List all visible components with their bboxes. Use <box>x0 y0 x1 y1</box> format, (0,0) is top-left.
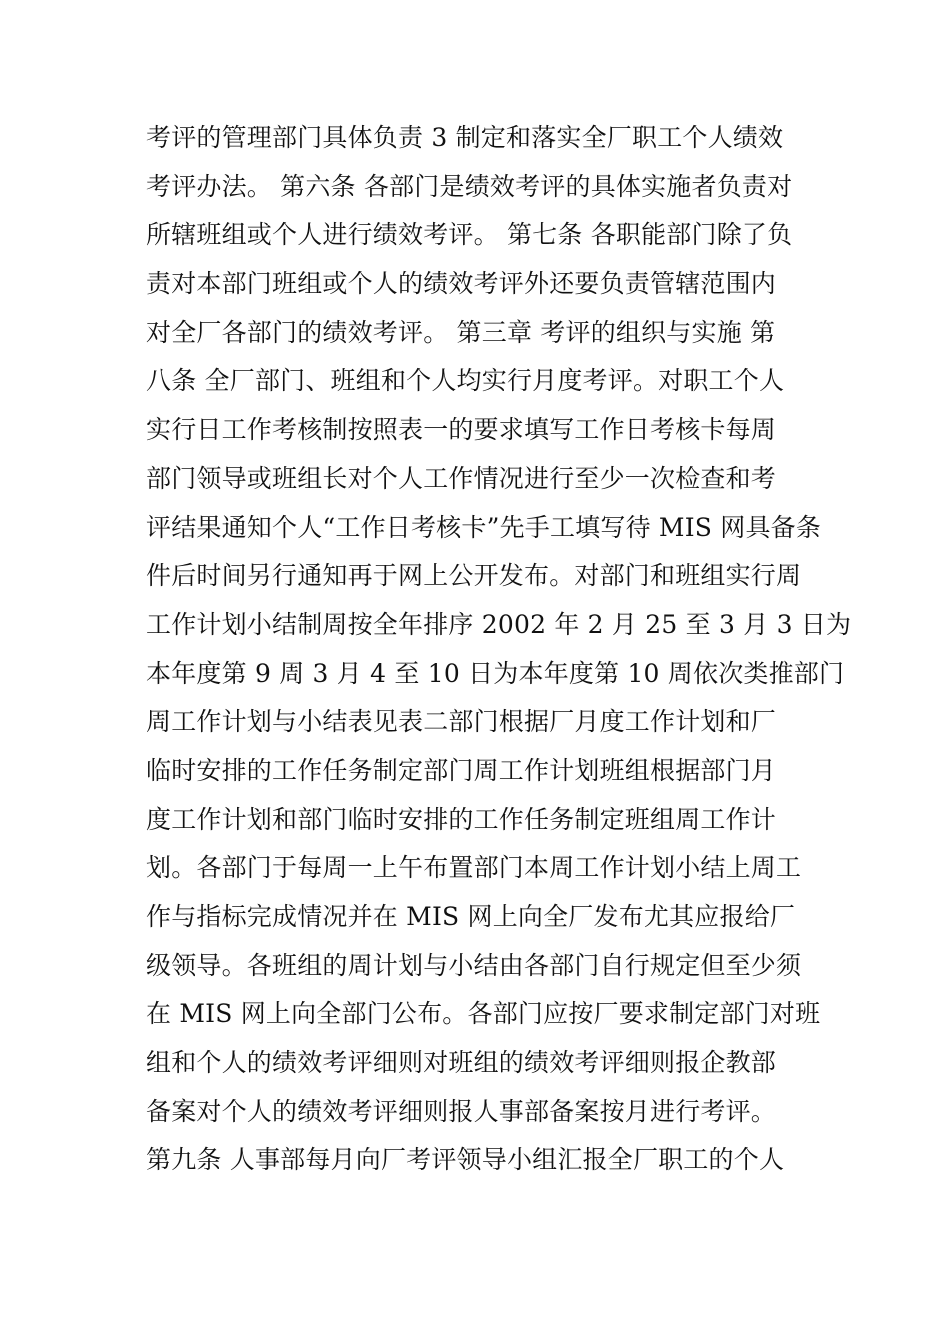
text-line: 作与指标完成情况并在 MIS 网上向全厂发布尤其应报给厂 <box>146 902 796 931</box>
text-line: 本年度第 9 周 3 月 4 至 10 日为本年度第 10 周依次类推部门 <box>146 658 845 688</box>
text-line: 考评办法。 第六条 各部门是绩效考评的具体实施者负责对 <box>146 171 793 201</box>
text-line: 实行日工作考核制按照表一的要求填写工作日考核卡每周 <box>146 415 777 445</box>
text-line: 在 MIS 网上向全部门公布。各部门应按厂要求制定部门对班 <box>146 999 821 1029</box>
text-line: 部门领导或班组长对个人工作情况进行至少一次检查和考 <box>146 463 777 493</box>
text-line: 度工作计划和部门临时安排的工作任务制定班组周工作计 <box>146 804 777 834</box>
body-text <box>146 114 852 1185</box>
text-line: 考评的管理部门具体负责 3 制定和落实全厂职工个人绩效 <box>146 123 784 152</box>
text-line: 评结果通知个人“工作日考核卡”先手工填写待 MIS 网具备条 <box>146 512 822 542</box>
text-line: 对全厂各部门的绩效考评。 第三章 考评的组织与实施 第 <box>146 317 776 347</box>
text-line: 周工作计划与小结表见表二部门根据厂月度工作计划和厂 <box>146 707 777 737</box>
text-line: 第九条 人事部每月向厂考评领导小组汇报全厂职工的个人 <box>146 1145 785 1175</box>
text-line: 八条 全厂部门、班组和个人均实行月度考评。对职工个人 <box>146 366 785 396</box>
text-line: 工作计划小结制周按全年排序 2002 年 2 月 25 至 3 月 3 日为 <box>146 609 852 639</box>
text-line: 组和个人的绩效考评细则对班组的绩效考评细则报企教部 <box>146 1048 777 1078</box>
text-line: 件后时间另行通知再于网上公开发布。对部门和班组实行周 <box>146 561 802 591</box>
text-line: 划。各部门于每周一上午布置部门本周工作计划小结上周工 <box>146 853 802 883</box>
text-line: 备案对个人的绩效考评细则报人事部备案按月进行考评。 <box>146 1096 777 1126</box>
text-line: 临时安排的工作任务制定部门周工作计划班组根据部门月 <box>146 755 777 785</box>
text-line: 所辖班组或个人进行绩效考评。 第七条 各职能部门除了负 <box>146 220 793 250</box>
text-line: 责对本部门班组或个人的绩效考评外还要负责管辖范围内 <box>146 269 777 299</box>
text-line: 级领导。各班组的周计划与小结由各部门自行规定但至少须 <box>146 950 802 980</box>
